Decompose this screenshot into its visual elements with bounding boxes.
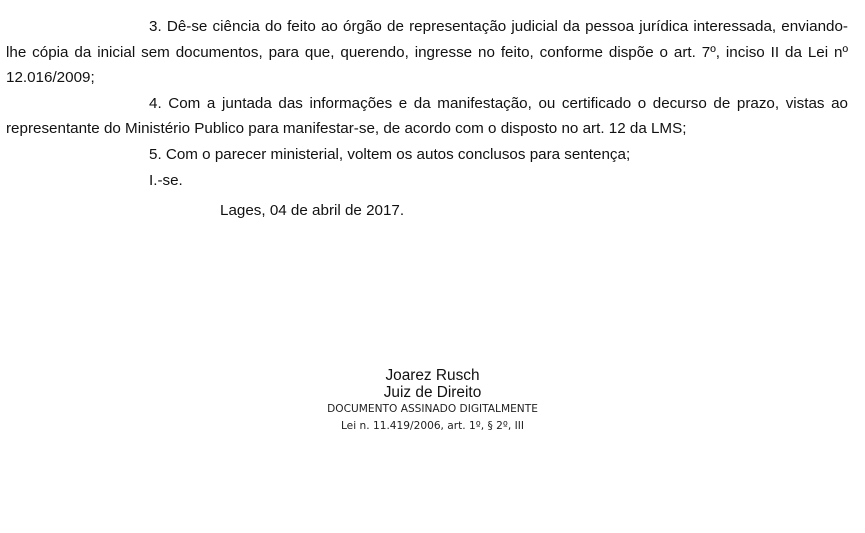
- legal-reference: Lei n. 11.419/2006, art. 1º, § 2º, III: [340, 420, 525, 432]
- signer-name: Joarez Rusch: [385, 367, 480, 384]
- signature-block: [0, 367, 865, 435]
- signer-role: Juiz de Direito: [383, 384, 482, 401]
- date-line: Lages, 04 de abril de 2017.: [220, 202, 405, 220]
- paragraph-item-4: 4. Com a juntada das informações e da manifestação, ou certificado o decurso de prazo, vistas ao representante do Ministério Publico para manifestar-se, de acordo com o disposto no art. 12 da LMS;: [6, 94, 848, 138]
- intimation-line: I.-se.: [149, 171, 183, 189]
- digital-signature-notice: DOCUMENTO ASSINADO DIGITALMENTE: [327, 403, 538, 415]
- paragraph-item-5: 5. Com o parecer ministerial, voltem os autos conclusos para sentença;: [149, 145, 631, 163]
- paragraph-item-3: 3. Dê-se ciência do feito ao órgão de representação judicial da pessoa jurídica interessada, enviando-lhe cópia da inicial sem documentos, para que, querendo, ingresse no feito, conforme dispõe o art. 7º, inciso II da Lei nº 12.016/2009;: [6, 18, 848, 87]
- document-body: [6, 14, 848, 224]
